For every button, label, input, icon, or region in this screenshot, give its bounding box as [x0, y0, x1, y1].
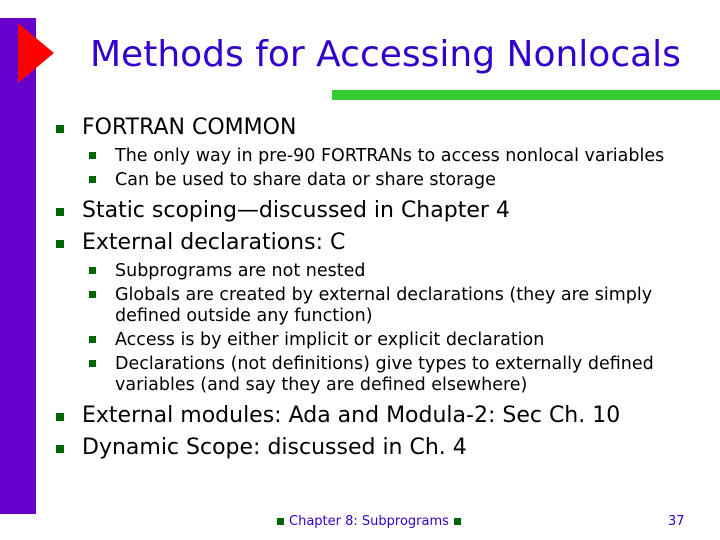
square-bullet-icon — [454, 518, 461, 525]
slide-content — [56, 112, 696, 464]
square-bullet-icon — [89, 360, 96, 367]
green-accent-stripe — [332, 90, 720, 100]
sub-bullet — [89, 170, 696, 191]
bullet-dynamic-scope — [56, 432, 696, 464]
bullet-text: External modules: Ada and Modula-2: Sec Ch. 10 — [82, 403, 621, 428]
square-bullet-icon — [89, 267, 96, 274]
square-bullet-icon — [89, 176, 96, 183]
page-number: 37 — [668, 514, 685, 529]
sub-bullet — [89, 285, 696, 327]
bullet-text: Dynamic Scope: discussed in Ch. 4 — [82, 435, 467, 460]
square-bullet-icon — [277, 518, 284, 525]
bullet-static-scoping — [56, 195, 696, 227]
sub-bullet — [89, 354, 696, 396]
bullet-text: External declarations: C — [82, 230, 346, 255]
square-bullet-icon — [56, 413, 64, 421]
sub-bullet-text: Subprograms are not nested — [115, 261, 366, 281]
bullet-external-declarations — [56, 227, 696, 259]
bullet-external-modules — [56, 400, 696, 432]
footer-text: Chapter 8: Subprograms — [289, 514, 449, 529]
square-bullet-icon — [56, 240, 64, 248]
sub-bullet — [89, 261, 696, 282]
slide-title: Methods for Accessing Nonlocals — [90, 34, 681, 75]
sub-bullet-text: Can be used to share data or share storage — [115, 170, 496, 190]
square-bullet-icon — [89, 291, 96, 298]
sub-bullet — [89, 146, 696, 167]
square-bullet-icon — [89, 336, 96, 343]
square-bullet-icon — [89, 152, 96, 159]
sub-bullet-text: Declarations (not definitions) give types to externally defined variables (and say they are defined elsewhere) — [115, 354, 654, 395]
square-bullet-icon — [56, 445, 64, 453]
square-bullet-icon — [56, 125, 64, 133]
left-accent-bar — [0, 18, 36, 514]
red-arrow-icon — [18, 23, 54, 83]
square-bullet-icon — [56, 208, 64, 216]
sub-list-fortran — [89, 146, 696, 191]
sub-list-external — [89, 261, 696, 396]
sub-bullet-text: Globals are created by external declarations (they are simply defined outside any function) — [115, 285, 653, 326]
sub-bullet-text: The only way in pre-90 FORTRANs to access nonlocal variables — [115, 146, 665, 166]
sub-bullet — [89, 330, 696, 351]
bullet-text: FORTRAN COMMON — [82, 115, 297, 140]
sub-bullet-text: Access is by either implicit or explicit declaration — [115, 330, 545, 350]
bullet-text: Static scoping—discussed in Chapter 4 — [82, 198, 510, 223]
slide-footer — [272, 514, 466, 530]
bullet-fortran-common — [56, 112, 696, 144]
